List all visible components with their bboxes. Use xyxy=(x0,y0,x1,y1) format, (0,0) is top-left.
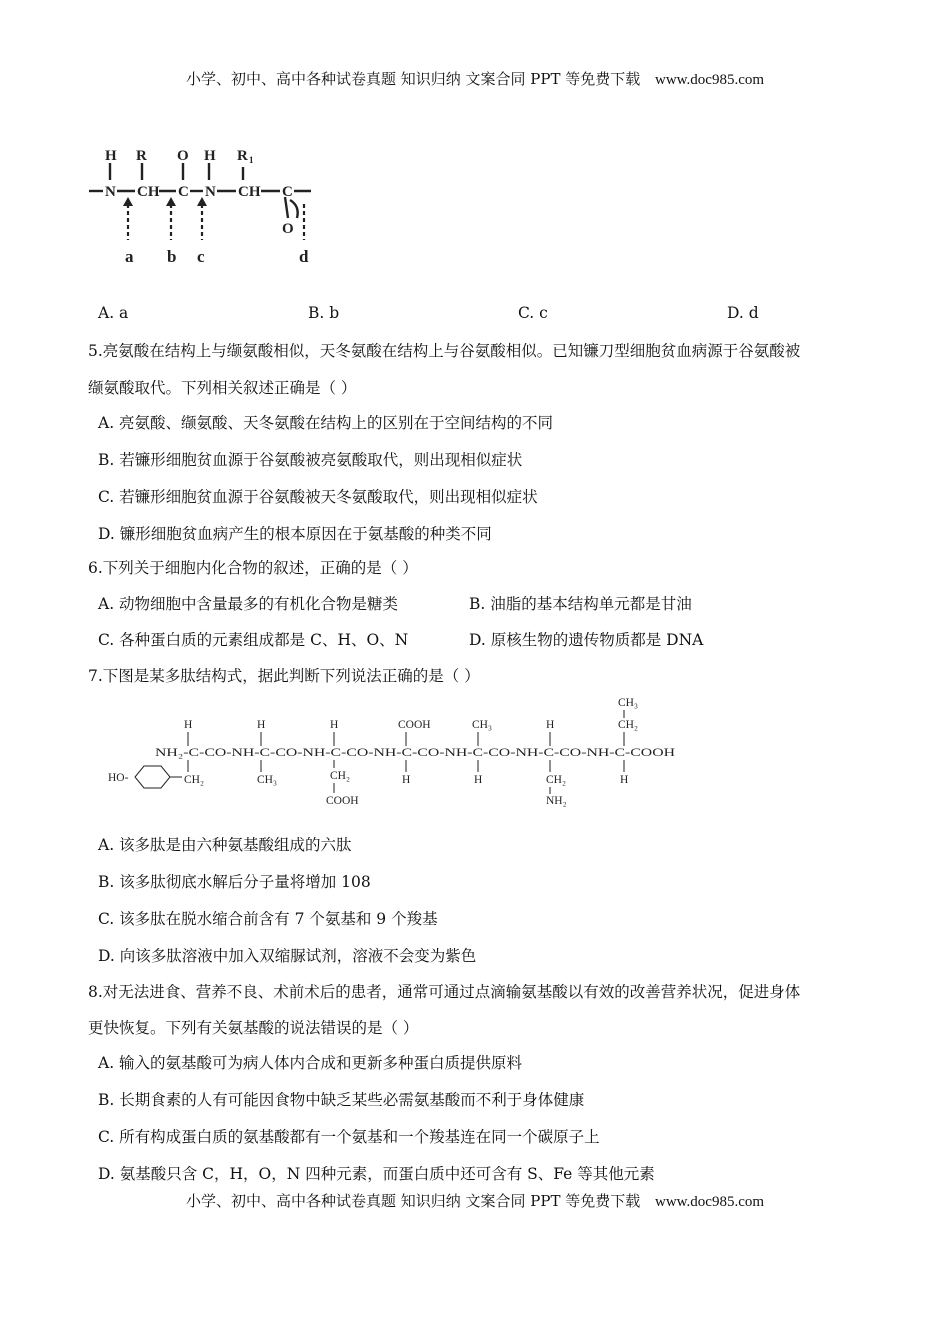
q4-option-c[interactable]: C. c xyxy=(518,304,548,322)
q6-option-a[interactable]: A. 动物细胞中含量最多的有机化合物是糖类 xyxy=(98,595,399,613)
fig-c2: C xyxy=(282,184,293,200)
fig-ch2: CH xyxy=(238,184,261,200)
q7-stem: 7.下图是某多肽结构式，据此判断下列说法正确的是（ ） xyxy=(88,667,480,685)
q5-option-a[interactable]: A. 亮氨酸、缬氨酸、天冬氨酸在结构上的区别在于空间结构的不同 xyxy=(98,414,554,432)
formula-top-7: CH₂ xyxy=(618,719,638,731)
q7-option-c[interactable]: C. 该多肽在脱水缩合前含有 7 个氨基和 9 个羧基 xyxy=(98,910,438,928)
fig-top-r1: R xyxy=(237,148,248,164)
q5-stem-line2: 缬氨酸取代。下列相关叙述正确是（ ） xyxy=(88,379,357,397)
formula-top-2: H xyxy=(257,719,266,731)
page-footer xyxy=(0,1190,950,1211)
header-text: 小学、初中、高中各种试卷真题 知识归纳 文案合同 PPT 等免费下载 xyxy=(185,70,641,88)
fig-top-r1-sub: 1 xyxy=(249,155,254,165)
formula-bottom-3: CH₂ xyxy=(330,770,350,782)
fig-side-o: O xyxy=(282,221,294,237)
fig-label-b: b xyxy=(167,247,177,266)
q4-option-a[interactable]: A. a xyxy=(98,304,129,322)
formula-top-8: CH₃ xyxy=(618,697,638,709)
q6-option-c[interactable]: C. 各种蛋白质的元素组成都是 C、H、O、N xyxy=(98,631,409,649)
formula-main-chain: NH₂-C-CO-NH-C-CO-NH-C-CO-NH-C-CO-NH-C-CO-NH-C-CO-NH-C-COOH xyxy=(155,747,675,759)
fig-n1: N xyxy=(105,184,116,200)
q4-option-b[interactable]: B. b xyxy=(308,304,340,322)
formula-bottom-9: H xyxy=(620,774,629,786)
q7-option-a[interactable]: A. 该多肽是由六种氨基酸组成的六肽 xyxy=(98,836,352,854)
fig-top-r: R xyxy=(136,148,147,164)
footer-url[interactable]: www.doc985.com xyxy=(655,1194,765,1210)
q8-option-c[interactable]: C. 所有构成蛋白质的氨基酸都有一个氨基和一个羧基连在同一个碳原子上 xyxy=(98,1128,600,1146)
fig-label-c: c xyxy=(197,247,205,266)
q8-stem-line1: 8.对无法进食、营养不良、术前术后的患者，通常可通过点滴输氨基酸以有效的改善营养状况，促进身体 xyxy=(88,983,801,1001)
fig-n2: N xyxy=(205,184,216,200)
formula-ho: HO- xyxy=(108,772,129,784)
formula-top-6: H xyxy=(546,719,555,731)
q5-option-b[interactable]: B. 若镰形细胞贫血源于谷氨酸被亮氨酸取代，则出现相似症状 xyxy=(98,451,523,469)
q4-option-d[interactable]: D. d xyxy=(727,304,759,322)
peptide-bond-figure xyxy=(85,140,325,270)
polypeptide-formula xyxy=(100,690,690,814)
fig-ch1: CH xyxy=(137,184,160,200)
q7-option-b[interactable]: B. 该多肽彻底水解后分子量将增加 108 xyxy=(98,873,371,891)
footer-text: 小学、初中、高中各种试卷真题 知识归纳 文案合同 PPT 等免费下载 xyxy=(185,1192,641,1210)
fig-top-o: O xyxy=(177,148,189,164)
header-url[interactable]: www.doc985.com xyxy=(655,72,765,88)
q6-option-d[interactable]: D. 原核生物的遗传物质都是 DNA xyxy=(469,631,704,649)
q8-stem-line2: 更快恢复。下列有关氨基酸的说法错误的是（ ） xyxy=(88,1019,419,1037)
formula-bottom-4: COOH xyxy=(326,795,359,807)
formula-bottom-6: H xyxy=(474,774,483,786)
fig-top-h2: H xyxy=(204,148,216,164)
fig-c1: C xyxy=(178,184,189,200)
q8-option-a[interactable]: A. 输入的氨基酸可为病人体内合成和更新多种蛋白质提供原料 xyxy=(98,1054,523,1072)
fig-label-a: a xyxy=(125,247,134,266)
formula-bottom-1: CH₂ xyxy=(184,774,204,786)
formula-top-5: CH₃ xyxy=(472,719,492,731)
fig-label-d: d xyxy=(299,247,309,266)
q6-stem: 6.下列关于细胞内化合物的叙述，正确的是（ ） xyxy=(88,559,418,577)
page-header xyxy=(0,68,950,89)
formula-bottom-2: CH₃ xyxy=(257,774,277,786)
formula-top-1: H xyxy=(184,719,193,731)
q5-option-c[interactable]: C. 若镰形细胞贫血源于谷氨酸被天冬氨酸取代，则出现相似症状 xyxy=(98,488,538,506)
formula-top-4: COOH xyxy=(398,719,431,731)
q8-option-d[interactable]: D. 氨基酸只含 C，H，O，N 四种元素，而蛋白质中还可含有 S、Fe 等其他元素 xyxy=(98,1165,655,1183)
fig-top-h1: H xyxy=(105,148,117,164)
formula-bottom-8: NH₂ xyxy=(546,795,567,807)
formula-top-3: H xyxy=(330,719,339,731)
q5-stem-line1: 5.亮氨酸在结构上与缬氨酸相似，天冬氨酸在结构上与谷氨酸相似。已知镰刀型细胞贫血病源于谷氨酸被 xyxy=(88,342,801,360)
q8-option-b[interactable]: B. 长期食素的人有可能因食物中缺乏某些必需氨基酸而不利于身体健康 xyxy=(98,1091,585,1109)
formula-bottom-7: CH₂ xyxy=(546,774,566,786)
q6-option-b[interactable]: B. 油脂的基本结构单元都是甘油 xyxy=(469,595,692,613)
formula-bottom-5: H xyxy=(402,774,411,786)
q7-option-d[interactable]: D. 向该多肽溶液中加入双缩脲试剂，溶液不会变为紫色 xyxy=(98,947,477,965)
q5-option-d[interactable]: D. 镰形细胞贫血病产生的根本原因在于氨基酸的种类不同 xyxy=(98,525,492,543)
